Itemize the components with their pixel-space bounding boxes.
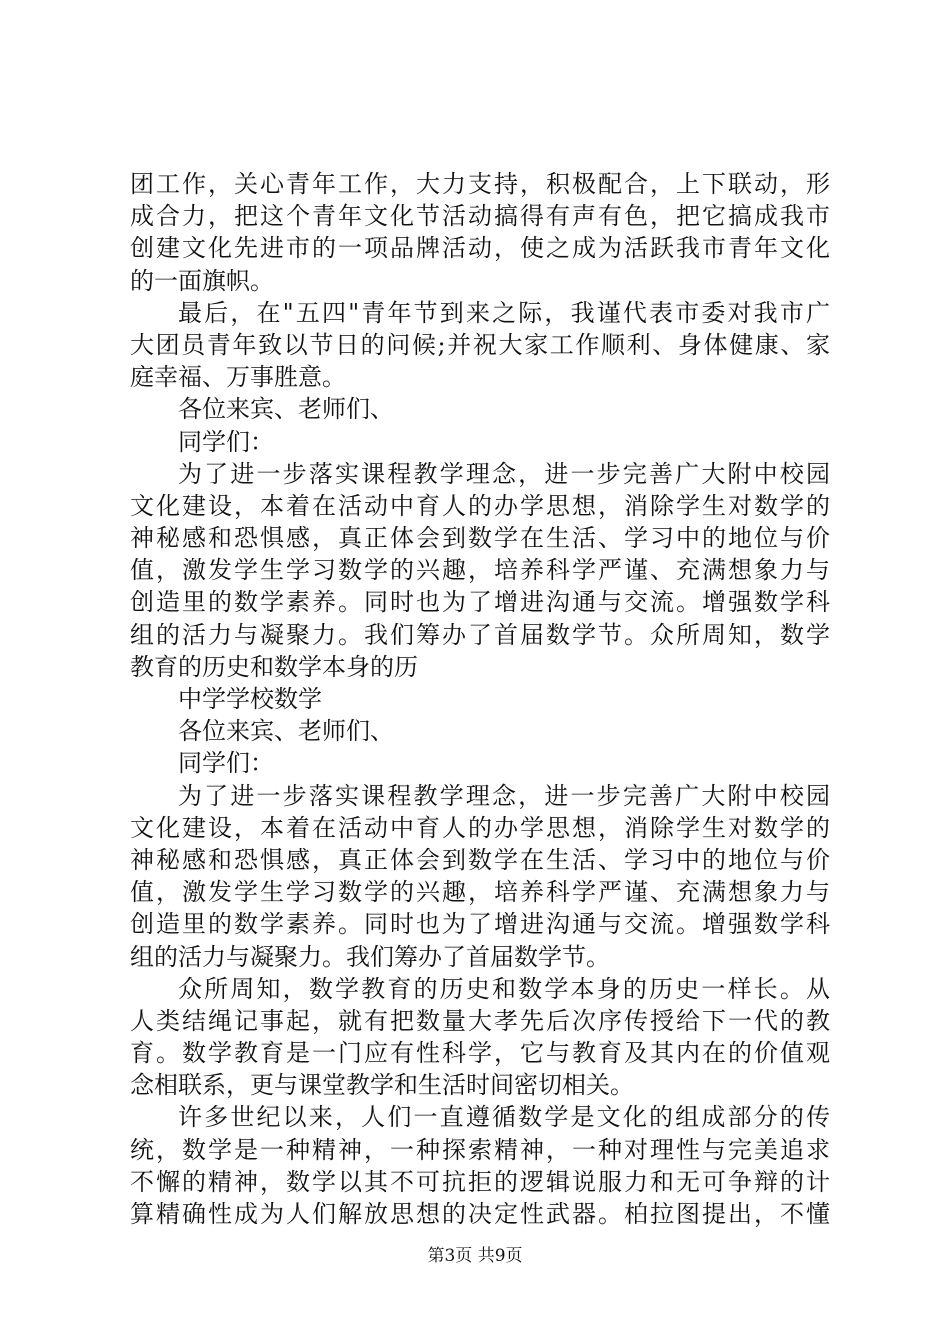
text-line: 值，激发学生学习数学的兴趣，培养科学严谨、充满想象力与 <box>130 556 830 585</box>
text-line: 文化建设，本着在活动中育人的办学思想，消除学生对数学的 <box>130 813 830 842</box>
text-line: 人类结绳记事起，就有把数量大孝先后次序传授给下一代的教 <box>130 1006 830 1035</box>
text-line: 大团员青年致以节日的问候;并祝大家工作顺利、身体健康、家 <box>130 330 830 359</box>
text-line: 创造里的数学素养。同时也为了增进沟通与交流。增强数学科 <box>130 588 830 617</box>
text-line: 不懈的精神，数学以其不可抗拒的逻辑说服力和无可争辩的计 <box>130 1167 830 1196</box>
text-line: 统，数学是一种精神，一种探索精神，一种对理性与完美追求 <box>130 1135 830 1164</box>
text-line: 同学们： <box>178 749 274 778</box>
text-line: 育。数学教育是一门应有性科学，它与教育及其内在的价值观 <box>130 1039 830 1068</box>
text-line: 算精确性成为人们解放思想的决定性武器。柏拉图提出，不懂 <box>130 1200 830 1228</box>
text-line: 念相联系，更与课堂教学和生活时间密切相关。 <box>130 1071 634 1100</box>
text-line: 庭幸福、万事胜意。 <box>130 363 346 392</box>
text-line: 创造里的数学素养。同时也为了增进沟通与交流。增强数学科 <box>130 910 830 939</box>
text-line: 众所周知，数学教育的历史和数学本身的历史一样长。从 <box>178 974 830 1003</box>
text-line: 值，激发学生学习数学的兴趣，培养科学严谨、充满想象力与 <box>130 878 830 907</box>
text-line: 中学学校数学 <box>178 685 322 713</box>
text-line: 创建文化先进市的一项品牌活动，使之成为活跃我市青年文化 <box>130 234 830 263</box>
text-line: 为了进一步落实课程教学理念，进一步完善广大附中校园 <box>178 781 830 810</box>
text-line: 许多世纪以来，人们一直遵循数学是文化的组成部分的传 <box>178 1103 830 1132</box>
text-line: 神秘感和恐惧感，真正体会到数学在生活、学习中的地位与价 <box>130 845 830 874</box>
text-line: 组的活力与凝聚力。我们筹办了首届数学节。 <box>130 942 610 971</box>
text-line: 各位来宾、老师们、 <box>178 395 394 424</box>
text-line: 组的活力与凝聚力。我们筹办了首届数学节。众所周知，数学 <box>130 620 830 649</box>
text-line: 各位来宾、老师们、 <box>178 717 394 746</box>
text-line: 神秘感和恐惧感，真正体会到数学在生活、学习中的地位与价 <box>130 524 830 553</box>
page-footer: 第3页 共9页 <box>427 1246 523 1266</box>
text-line: 的一面旗帜。 <box>130 266 274 295</box>
text-line: 为了进一步落实课程教学理念，进一步完善广大附中校园 <box>178 459 830 488</box>
text-line: 文化建设，本着在活动中育人的办学思想，消除学生对数学的 <box>130 491 830 520</box>
text-line: 教育的历史和数学本身的历 <box>130 652 418 681</box>
text-line: 团工作，关心青年工作，大力支持，积极配合，上下联动，形 <box>130 170 830 198</box>
document-body <box>130 168 830 1230</box>
text-line: 最后，在"五四"青年节到来之际，我谨代表市委对我市广 <box>178 298 830 327</box>
text-line: 同学们： <box>178 427 274 456</box>
text-line: 成合力，把这个青年文化节活动搞得有声有色，把它搞成我市 <box>130 202 830 231</box>
